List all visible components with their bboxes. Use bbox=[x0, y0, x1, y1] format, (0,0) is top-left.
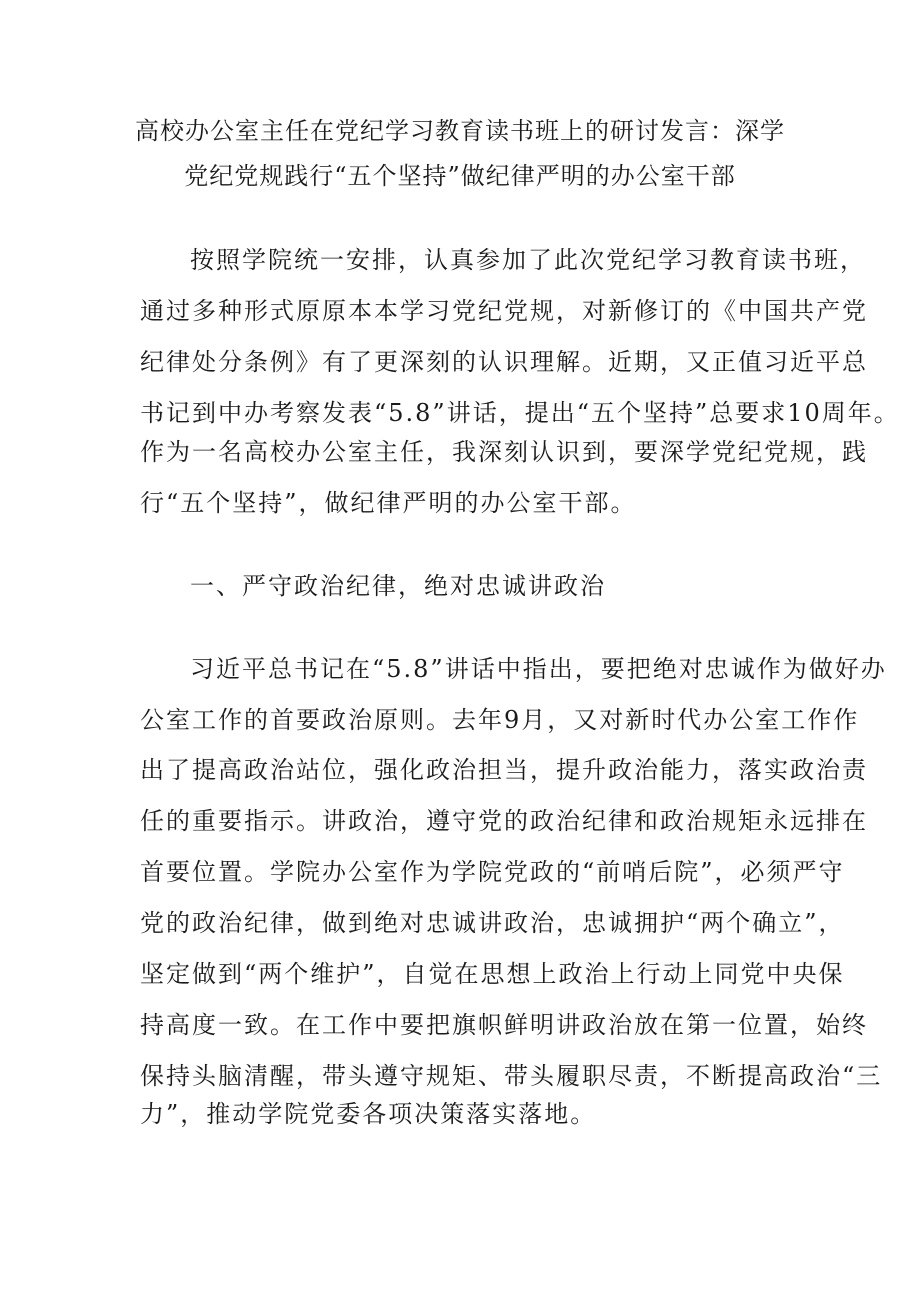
section1-heading: 一、严守政治纪律，绝对忠诚讲政治 bbox=[190, 572, 606, 600]
paragraph2-line-8: 持高度一致。在工作中要把旗帜鲜明讲政治放在第一位置，始终 bbox=[140, 1011, 868, 1039]
paragraph1-line-3: 纪律处分条例》有了更深刻的认识理解。近期，又正值习近平总 bbox=[140, 348, 868, 376]
document-title-line-2: 党纪党规践行“五个坚持”做纪律严明的办公室干部 bbox=[184, 162, 736, 190]
paragraph1-line-1: 按照学院统一安排，认真参加了此次党纪学习教育读书班， bbox=[190, 246, 866, 274]
paragraph2-line-7: 坚定做到“两个维护”，自觉在思想上政治上行动上同党中央保 bbox=[140, 960, 845, 988]
paragraph2-line-5: 首要位置。学院办公室作为学院党政的“前哨后院”，必须严守 bbox=[140, 858, 845, 886]
paragraph1-line-6: 行“五个坚持”，做纪律严明的办公室干部。 bbox=[140, 489, 637, 517]
paragraph2-line-6: 党的政治纪律，做到绝对忠诚讲政治，忠诚拥护“两个确立”， bbox=[140, 909, 845, 937]
paragraph1-line-2: 通过多种形式原原本本学习党纪党规，对新修订的《中国共产党 bbox=[140, 297, 868, 325]
paragraph2-line-2: 公室工作的首要政治原则。去年9月，又对新时代办公室工作作 bbox=[140, 706, 860, 734]
paragraph1-line-5: 作为一名高校办公室主任，我深刻认识到，要深学党纪党规，践 bbox=[140, 438, 868, 466]
paragraph2-line-9: 保持头脑清醒，带头遵守规矩、带头履职尽责，不断提高政治“三 bbox=[140, 1062, 883, 1090]
document-title-line-1: 高校办公室主任在党纪学习教育读书班上的研讨发言：深学 bbox=[135, 117, 785, 145]
paragraph2-line-10: 力”，推动学院党委各项决策落实落地。 bbox=[140, 1100, 597, 1128]
paragraph2-line-3: 出了提高政治站位，强化政治担当，提升政治能力，落实政治责 bbox=[140, 756, 868, 784]
paragraph1-line-4: 书记到中办考察发表“5.8”讲话，提出“五个坚持”总要求10周年。 bbox=[140, 399, 900, 427]
paragraph2-line-1: 习近平总书记在“5.8”讲话中指出，要把绝对忠诚作为做好办 bbox=[190, 655, 887, 683]
paragraph2-line-4: 任的重要指示。讲政治，遵守党的政治纪律和政治规矩永远排在 bbox=[140, 807, 868, 835]
